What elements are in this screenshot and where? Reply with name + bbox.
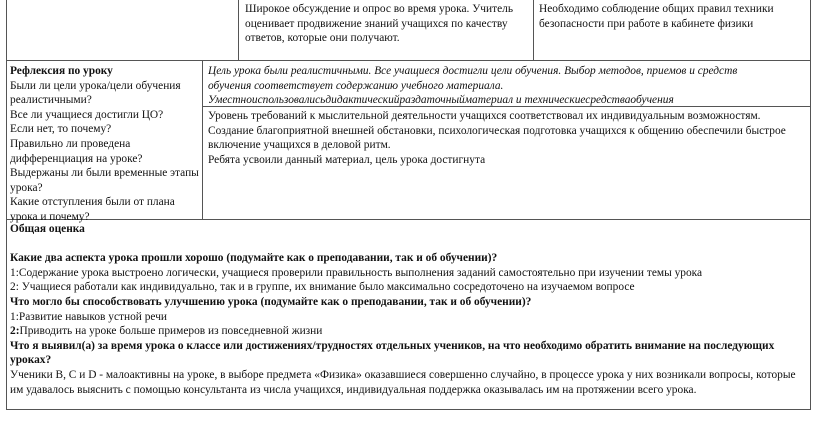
top-middle-text: Широкое обсуждение и опрос во время урока. Учитель оценивает продвижение знаний учащихся по качеству ответов, которые они получают. (245, 3, 514, 45)
answer-2-2: 2:Приводить на уроке больше примеров из повседневной жизни (10, 325, 323, 338)
question-2: Что могло бы способствовать улучшению урока (подумайте как о преподавании, так и об обучении)? (10, 295, 532, 308)
border-top-col1 (238, 0, 239, 61)
border-reflection-col (202, 60, 203, 220)
reflection-questions: Были ли цели урока/цели обучения реалистичными? Все ли учащиеся достигли ЦО? Если нет, то почему? Правильно ли проведена дифференциация на уроке? Выдержаны ли были временные этапы урока? Какие отступления были от плана урока и почему? (10, 79, 199, 223)
reflection-italic-cell (208, 64, 808, 108)
spacer (10, 237, 808, 252)
italic-line-2: обучения соответствует содержанию учебного материала. (208, 79, 504, 92)
question-3: Что я выявил(а) за время урока о классе или достижениях/трудностях отдельных учеников, на что необходимо обратить внимание на последующих уроках? (10, 339, 775, 367)
border-top-row-bottom (6, 60, 811, 61)
reflection-answers: Уровень требований к мыслительной деятельности учащихся соответствовал их индивидуальным возможностям. Создание благоприятной внешней обстановки, психологическая подготовка учащихся к общению обеспечили быстрое включение учащихся в деловой ритм. Ребята усвоили данный материал, цель урока достигнута (208, 110, 786, 166)
border-right (810, 0, 811, 410)
reflection-answers-cell (208, 109, 806, 167)
general-assessment-cell (10, 222, 808, 397)
top-right-text: Необходимо соблюдение общих правил техники безопасности при работе в кабинете физики (539, 3, 774, 30)
border-table-bottom (6, 409, 811, 410)
reflection-heading: Рефлексия по уроку (10, 65, 113, 77)
italic-line-3: Уместноиспользовалисьдидактическийраздаточныйматериал и техническиесредстваобучения (208, 94, 674, 107)
border-top-col2 (533, 0, 534, 61)
question-1: Какие два аспекта урока прошли хорошо (подумайте как о преподавании, так и об обучении)? (10, 252, 498, 265)
border-left (6, 0, 7, 410)
top-middle-cell (245, 2, 530, 46)
answer-2-1: 1:Развитие навыков устной речи (10, 310, 168, 323)
reflection-questions-cell (10, 64, 200, 225)
answer-3: Ученики В, С и D - малоактивны на уроке, в выборе предмета «Физика» оказавшиеся совершенно случайно, в процессе урока у них возникали вопросы, которые им удавалось выяснить с помощью консультанта из числа учащихся, индивидуальная поддержка оказывалась им на протяжении всего урока. (10, 368, 796, 396)
answer-1-2: 2: Учащиеся работали как индивидуально, так и в группе, их внимание было максимально сосредоточено на изучаемом вопросе (10, 281, 635, 294)
answer-1-1: 1:Содержание урока выстроено логически, учащиеся проверили правильность выполнения заданий самостоятельно при изучении темы урока (10, 266, 703, 279)
italic-line-1: Цель урока были реалистичными. Все учащиеся достигли цели обучения. Выбор методов, приемов и средств (208, 65, 738, 77)
top-right-cell (539, 2, 807, 31)
general-heading: Общая оценка (10, 223, 85, 235)
